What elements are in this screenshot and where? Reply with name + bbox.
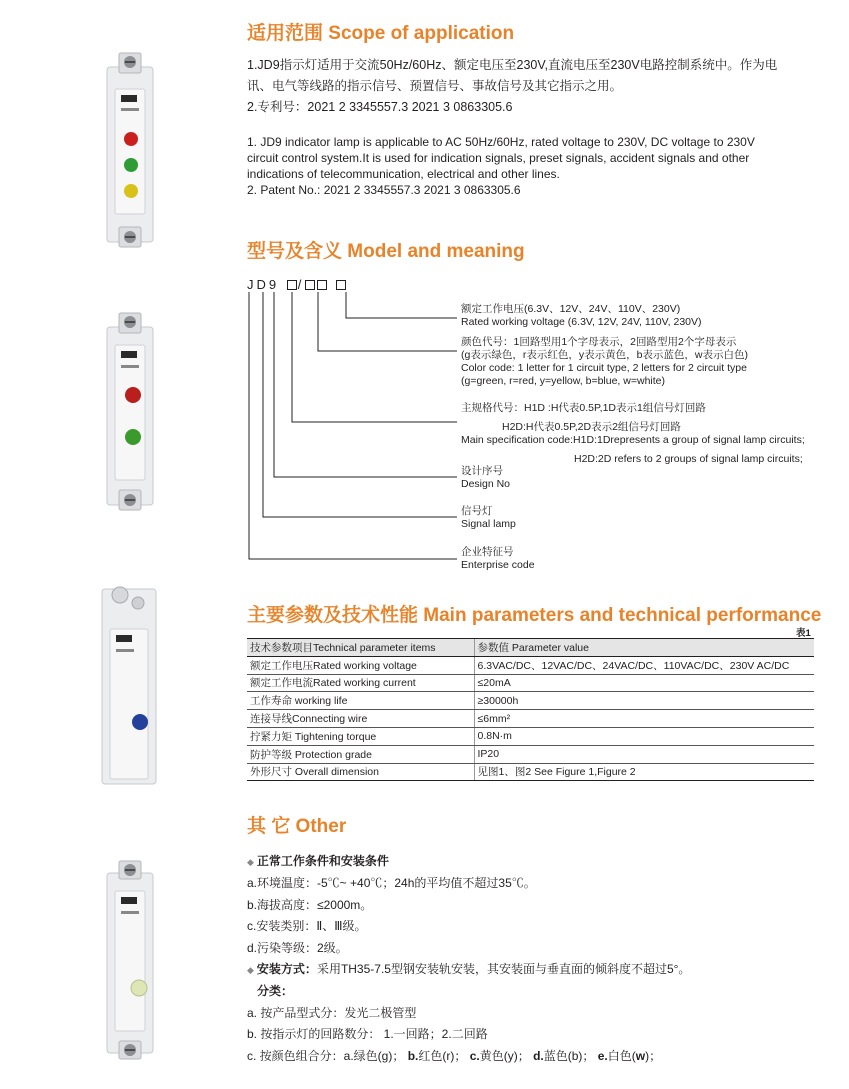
list-item: c.安装类别：Ⅱ、Ⅲ级。: [247, 919, 367, 934]
other-heading: 其 它 Other: [247, 816, 347, 837]
model-code-slash: /: [297, 277, 305, 292]
table-cell-value: 见图1、图2 See Figure 1,Figure 2: [474, 763, 814, 781]
other-list: [247, 851, 690, 1067]
table-cell-item: 外形尺寸 Overall dimension: [247, 763, 474, 781]
list-item: b.海拔高度：≤2000m。: [247, 897, 373, 912]
table-note: 表1: [796, 628, 811, 639]
table-cell-value: IP20: [474, 745, 814, 763]
table-cell-item: 连接导线Connecting wire: [247, 710, 474, 728]
callout-signal-lamp: 信号灯 Signal lamp: [461, 505, 516, 530]
scope-en-text: 1. JD9 indicator lamp is applicable to AC 50Hz/60Hz, rated voltage to 230V, DC voltage to 230V circuit control system.It is used for indication signals, preset signals, accident signals and other indications of telecommunication, electrical and other lines. 2. Patent No.: 2021 2 3345557.3 2021 3 0863305.6: [247, 135, 755, 197]
table-row: [247, 710, 814, 728]
table-cell-item: 额定工作电流Rated working current: [247, 674, 474, 692]
table-row: [247, 745, 814, 763]
table-cell-item: 拧紧力矩 Tightening torque: [247, 727, 474, 745]
table-cell-value: 0.8N·m: [474, 727, 814, 745]
diamond-bullet-icon: ◆: [247, 965, 254, 976]
table-row: [247, 763, 814, 781]
table-row: [247, 656, 814, 674]
list-item: a.环境温度：-5℃~ +40℃；24h的平均值不超过35℃。: [247, 876, 536, 891]
scope-zh-text: 1.JD9指示灯适用于交流50Hz/60Hz、额定电压至230V,直流电压至230V电路控制系统中。作为电 讯、电气等线路的指示信号、预置信号、事故信号及其它指示之用。 2.专利号：2021 2 3345557.3 2021 3 0863305.6: [247, 58, 778, 114]
callout-spec-code: 主规格代号：H1D :H代表0.5P,1D表示1组信号灯回路 H2D:H代表0.5P,2D表示2组信号灯回路 Main specification code:H1D:1Drepresents a group of signal lamp circuits; H2D:2D refers to 2 groups of signal lamp circuits;: [461, 402, 805, 465]
table-header-cell: 技术参数项目Technical parameter items: [247, 639, 474, 657]
callout-voltage: 额定工作电压(6.3V、12V、24V、110V、230V) Rated working voltage (6.3V, 12V, 24V, 110V, 230V): [461, 303, 702, 328]
lamp-blue: [132, 714, 148, 730]
list-item: b. 按指示灯的回路数分： 1.一回路；2.二回路: [247, 1027, 488, 1042]
table-header-cell: 参数值 Parameter value: [474, 639, 814, 657]
table-header-row: [247, 639, 814, 657]
install-text: 采用TH35-7.5型钢安装轨安装，其安装面与垂直面的倾斜度不超过5°。: [316, 962, 691, 977]
table-cell-value: 6.3VAC/DC、12VAC/DC、24VAC/DC、110VAC/DC、230V AC/DC: [474, 656, 814, 674]
callout-color-code: 颜色代号：1回路型用1个字母表示，2回路型用2个字母表示 (g表示绿色，r表示红色，y表示黄色，b表示蓝色，w表示白色) Color code: 1 letter for 1 circuit type, 2 letters for 2 circuit type (g=green, r=red, y=yellow, b=blue, w=white): [461, 336, 749, 387]
table-cell-item: 额定工作电压Rated working voltage: [247, 656, 474, 674]
table-cell-value: ≥30000h: [474, 692, 814, 710]
table-row: [247, 727, 814, 745]
model-heading: 型号及含义 Model and meaning: [247, 241, 525, 262]
class-title: 分类：: [257, 984, 294, 999]
table-cell-value: ≤20mA: [474, 674, 814, 692]
table-cell-value: ≤6mm²: [474, 710, 814, 728]
callout-enterprise-code: 企业特征号 Enterprise code: [461, 546, 535, 571]
table-row: [247, 692, 814, 710]
model-code-prefix: JD9: [247, 277, 280, 292]
conditions-title: 正常工作条件和安装条件: [256, 854, 389, 868]
install-label: 安装方式：: [256, 962, 317, 977]
scope-heading: 适用范围 Scope of application: [247, 23, 515, 44]
lamp-white: [131, 980, 147, 996]
table-cell-item: 防护等级 Protection grade: [247, 745, 474, 763]
callout-design-no: 设计序号 Design No: [461, 465, 511, 490]
list-item: d.污染等级：2级。: [247, 940, 348, 955]
list-item: c. 按颜色组合分：a.绿色(g)； b.红色(r)； c.黄色(y)； d.蓝色(b)； e.白色(w)；: [247, 1048, 662, 1063]
device-image-white-lamp: [95, 855, 165, 1070]
device-image-blue-lamp: [92, 575, 167, 800]
params-heading: 主要参数及技术性能 Main parameters and technical performance: [247, 605, 822, 626]
list-item: a. 按产品型式分：发光二极管型: [247, 1005, 417, 1020]
table-cell-item: 工作寿命 working life: [247, 692, 474, 710]
table-row: [247, 674, 814, 692]
diamond-bullet-icon: ◆: [247, 857, 254, 867]
params-table: [247, 638, 814, 781]
